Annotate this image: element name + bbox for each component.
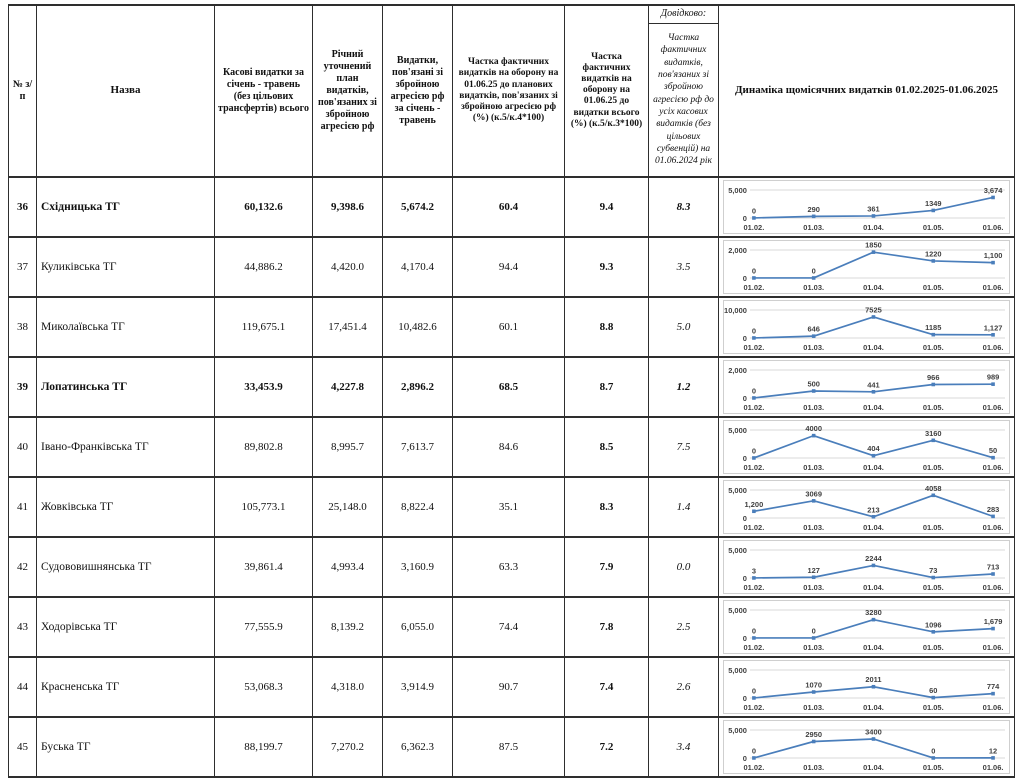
svg-text:01.06.: 01.06. <box>982 462 1004 472</box>
svg-text:01.06.: 01.06. <box>982 222 1004 232</box>
svg-text:01.06.: 01.06. <box>982 282 1004 292</box>
war-expenditures-value: 3,160.9 <box>383 537 453 597</box>
cash-expenditures-value: 33,453.9 <box>215 357 313 417</box>
svg-text:1070: 1070 <box>805 680 822 690</box>
row-number: 36 <box>9 177 37 237</box>
table-row <box>9 657 1015 717</box>
svg-text:01.05.: 01.05. <box>922 762 944 772</box>
col-header-name: Назва <box>37 5 215 177</box>
war-expenditures-value: 7,613.7 <box>383 417 453 477</box>
svg-text:2,000: 2,000 <box>728 365 747 375</box>
svg-text:01.06.: 01.06. <box>982 582 1004 592</box>
sparkline-chart <box>723 240 1010 294</box>
svg-text:01.02.: 01.02. <box>743 462 765 472</box>
svg-text:01.05.: 01.05. <box>922 522 944 532</box>
svg-text:01.04.: 01.04. <box>863 282 884 292</box>
community-name: Миколаївська ТГ <box>37 297 215 357</box>
community-name: Судововишнянська ТГ <box>37 537 215 597</box>
svg-text:441: 441 <box>867 380 880 390</box>
svg-text:3160: 3160 <box>924 428 942 438</box>
svg-text:1850: 1850 <box>865 240 882 250</box>
svg-text:01.03.: 01.03. <box>803 522 825 532</box>
community-name: Буська ТГ <box>37 717 215 777</box>
svg-text:01.02.: 01.02. <box>743 342 765 352</box>
sparkline-svg <box>724 421 1009 473</box>
table-header-row <box>9 5 1015 177</box>
svg-text:01.04.: 01.04. <box>863 642 884 652</box>
col-header-share-of-plan: Частка фактичних видатків на оборону на 01.06.25 до планових видатків, пов'язаних зі збройною агресією рф (%) (к.5/к.4*100) <box>453 5 565 177</box>
svg-text:0: 0 <box>742 393 747 403</box>
annual-plan-value: 4,227.8 <box>313 357 383 417</box>
reference-description: Частка фактичних видатків, пов'язаних зі збройною агресією рф до усіх касових видатків (без цільових субвенцій) на 01.06.2024 рік <box>653 33 714 167</box>
col-header-cash-expenditures: Касові видатки за січень - травень (без цільових трансфертів) всього <box>215 5 313 177</box>
table-row <box>9 357 1015 417</box>
community-name: Красненська ТГ <box>37 657 215 717</box>
war-expenditures-value: 6,362.3 <box>383 717 453 777</box>
table-row <box>9 417 1015 477</box>
svg-text:989: 989 <box>986 372 1000 382</box>
svg-text:01.06.: 01.06. <box>982 762 1004 772</box>
cash-expenditures-value: 44,886.2 <box>215 237 313 297</box>
svg-text:361: 361 <box>867 204 880 214</box>
reference-share-value: 3.4 <box>649 717 719 777</box>
svg-text:01.02.: 01.02. <box>743 642 765 652</box>
monthly-dynamics-cell <box>719 297 1015 357</box>
svg-text:5,000: 5,000 <box>728 425 747 435</box>
reference-share-value: 2.6 <box>649 657 719 717</box>
table-row <box>9 477 1015 537</box>
svg-text:73: 73 <box>929 565 938 575</box>
svg-text:01.06.: 01.06. <box>982 642 1004 652</box>
community-name: Куликівська ТГ <box>37 237 215 297</box>
share-of-total-value: 8.7 <box>565 357 649 417</box>
annual-plan-value: 4,318.0 <box>313 657 383 717</box>
svg-text:01.03.: 01.03. <box>803 702 825 712</box>
svg-text:5,000: 5,000 <box>728 665 747 675</box>
sparkline-svg <box>724 181 1009 233</box>
sparkline-chart <box>723 300 1010 354</box>
sparkline-svg <box>724 721 1009 773</box>
table-row <box>9 237 1015 297</box>
svg-text:01.04.: 01.04. <box>863 462 884 472</box>
cash-expenditures-value: 119,675.1 <box>215 297 313 357</box>
svg-text:01.05.: 01.05. <box>922 342 944 352</box>
table-row <box>9 177 1015 237</box>
svg-text:0: 0 <box>811 266 816 276</box>
row-number: 45 <box>9 717 37 777</box>
share-of-plan-value: 87.5 <box>453 717 565 777</box>
svg-text:01.02.: 01.02. <box>743 282 765 292</box>
monthly-dynamics-cell <box>719 177 1015 237</box>
svg-text:5,000: 5,000 <box>728 185 747 195</box>
svg-text:500: 500 <box>807 379 820 389</box>
share-of-plan-value: 94.4 <box>453 237 565 297</box>
svg-text:0: 0 <box>742 513 747 523</box>
table-row <box>9 537 1015 597</box>
svg-text:0: 0 <box>751 326 756 336</box>
table-row <box>9 717 1015 777</box>
svg-text:01.03.: 01.03. <box>803 762 825 772</box>
svg-text:5,000: 5,000 <box>728 725 747 735</box>
row-number: 43 <box>9 597 37 657</box>
svg-text:1,679: 1,679 <box>983 616 1003 626</box>
share-of-plan-value: 90.7 <box>453 657 565 717</box>
svg-text:01.04.: 01.04. <box>863 762 884 772</box>
share-of-total-value: 8.5 <box>565 417 649 477</box>
expenditures-table <box>8 4 1015 778</box>
svg-text:0: 0 <box>742 333 747 343</box>
svg-text:0: 0 <box>811 626 816 636</box>
war-expenditures-value: 3,914.9 <box>383 657 453 717</box>
svg-text:2950: 2950 <box>805 729 822 739</box>
community-name: Лопатинська ТГ <box>37 357 215 417</box>
svg-text:01.03.: 01.03. <box>803 342 825 352</box>
svg-text:2,000: 2,000 <box>728 245 747 255</box>
svg-text:0: 0 <box>742 693 747 703</box>
share-of-plan-value: 63.3 <box>453 537 565 597</box>
svg-text:1220: 1220 <box>924 249 942 259</box>
svg-text:2011: 2011 <box>865 675 882 685</box>
svg-text:01.06.: 01.06. <box>982 702 1004 712</box>
svg-text:283: 283 <box>986 504 1000 514</box>
svg-text:01.02.: 01.02. <box>743 222 765 232</box>
row-number: 39 <box>9 357 37 417</box>
reference-share-value: 3.5 <box>649 237 719 297</box>
svg-text:01.02.: 01.02. <box>743 582 765 592</box>
svg-text:4000: 4000 <box>805 423 822 433</box>
svg-text:0: 0 <box>742 573 747 583</box>
svg-text:0: 0 <box>931 746 936 756</box>
reference-share-value: 1.4 <box>649 477 719 537</box>
svg-text:3,674: 3,674 <box>983 185 1003 195</box>
share-of-total-value: 7.8 <box>565 597 649 657</box>
svg-text:3400: 3400 <box>865 727 882 737</box>
share-of-total-value: 8.8 <box>565 297 649 357</box>
sparkline-chart <box>723 480 1010 534</box>
svg-text:01.03.: 01.03. <box>803 462 825 472</box>
sparkline-chart <box>723 660 1010 714</box>
svg-text:0: 0 <box>751 446 756 456</box>
share-of-plan-value: 68.5 <box>453 357 565 417</box>
svg-text:01.02.: 01.02. <box>743 522 765 532</box>
svg-text:10,000: 10,000 <box>724 305 747 315</box>
share-of-total-value: 7.4 <box>565 657 649 717</box>
svg-text:01.03.: 01.03. <box>803 222 825 232</box>
svg-text:5,000: 5,000 <box>728 545 747 555</box>
svg-text:0: 0 <box>742 453 747 463</box>
svg-text:0: 0 <box>751 626 756 636</box>
svg-text:7525: 7525 <box>865 305 882 315</box>
svg-text:1185: 1185 <box>925 322 942 332</box>
col-header-share-of-total: Частка фактичних видатків на оборону на 01.06.25 до видатки всього (%) (к.5/к.3*100) <box>565 5 649 177</box>
annual-plan-value: 9,398.6 <box>313 177 383 237</box>
share-of-plan-value: 74.4 <box>453 597 565 657</box>
share-of-total-value: 7.2 <box>565 717 649 777</box>
cash-expenditures-value: 53,068.3 <box>215 657 313 717</box>
svg-text:01.02.: 01.02. <box>743 402 765 412</box>
svg-text:0: 0 <box>751 686 756 696</box>
svg-text:774: 774 <box>986 681 1000 691</box>
share-of-total-value: 9.4 <box>565 177 649 237</box>
cash-expenditures-value: 88,199.7 <box>215 717 313 777</box>
monthly-dynamics-cell <box>719 477 1015 537</box>
share-of-total-value: 8.3 <box>565 477 649 537</box>
svg-text:713: 713 <box>986 562 1000 572</box>
svg-text:0: 0 <box>751 746 756 756</box>
svg-text:01.05.: 01.05. <box>922 462 944 472</box>
war-expenditures-value: 8,822.4 <box>383 477 453 537</box>
cash-expenditures-value: 89,802.8 <box>215 417 313 477</box>
reference-title: Довідково: <box>649 6 718 24</box>
svg-text:12: 12 <box>988 746 998 756</box>
col-header-war-expenditures: Видатки, пов'язані зі збройною агресією рф за січень - травень <box>383 5 453 177</box>
annual-plan-value: 8,139.2 <box>313 597 383 657</box>
war-expenditures-value: 5,674.2 <box>383 177 453 237</box>
annual-plan-value: 8,995.7 <box>313 417 383 477</box>
war-expenditures-value: 4,170.4 <box>383 237 453 297</box>
annual-plan-value: 17,451.4 <box>313 297 383 357</box>
sparkline-chart <box>723 180 1010 234</box>
reference-share-value: 0.0 <box>649 537 719 597</box>
sparkline-chart <box>723 420 1010 474</box>
community-name: Івано-Франківська ТГ <box>37 417 215 477</box>
svg-text:404: 404 <box>867 444 880 454</box>
community-name: Ходорівська ТГ <box>37 597 215 657</box>
monthly-dynamics-cell <box>719 597 1015 657</box>
svg-text:213: 213 <box>867 505 880 515</box>
svg-text:01.04.: 01.04. <box>863 342 884 352</box>
reference-share-value: 7.5 <box>649 417 719 477</box>
sparkline-svg <box>724 481 1009 533</box>
war-expenditures-value: 6,055.0 <box>383 597 453 657</box>
svg-text:290: 290 <box>807 204 820 214</box>
reference-share-value: 8.3 <box>649 177 719 237</box>
svg-text:01.04.: 01.04. <box>863 522 884 532</box>
svg-text:1,100: 1,100 <box>983 250 1003 260</box>
svg-text:5,000: 5,000 <box>728 605 747 615</box>
svg-text:01.02.: 01.02. <box>743 762 765 772</box>
row-number: 42 <box>9 537 37 597</box>
sparkline-svg <box>724 301 1009 353</box>
svg-text:0: 0 <box>751 206 756 216</box>
svg-text:01.02.: 01.02. <box>743 702 765 712</box>
sparkline-svg <box>724 601 1009 653</box>
svg-text:1096: 1096 <box>924 620 942 630</box>
war-expenditures-value: 2,896.2 <box>383 357 453 417</box>
svg-text:01.06.: 01.06. <box>982 342 1004 352</box>
community-name: Східницька ТГ <box>37 177 215 237</box>
svg-text:1,127: 1,127 <box>983 323 1003 333</box>
svg-text:01.05.: 01.05. <box>922 222 944 232</box>
svg-text:0: 0 <box>751 266 756 276</box>
svg-text:0: 0 <box>742 213 747 223</box>
monthly-dynamics-cell <box>719 237 1015 297</box>
sparkline-chart <box>723 360 1010 414</box>
svg-text:0: 0 <box>742 273 747 283</box>
svg-text:01.05.: 01.05. <box>922 642 944 652</box>
svg-text:1,200: 1,200 <box>744 499 764 509</box>
svg-text:01.03.: 01.03. <box>803 642 825 652</box>
col-header-annual-plan: Річний уточнений план видатків, пов'язаних зі збройною агресією рф <box>313 5 383 177</box>
sparkline-svg <box>724 661 1009 713</box>
svg-text:3: 3 <box>751 566 756 576</box>
monthly-dynamics-cell <box>719 357 1015 417</box>
svg-text:4058: 4058 <box>924 483 942 493</box>
share-of-plan-value: 60.1 <box>453 297 565 357</box>
sparkline-chart <box>723 600 1010 654</box>
svg-text:01.04.: 01.04. <box>863 702 884 712</box>
share-of-plan-value: 35.1 <box>453 477 565 537</box>
share-of-plan-value: 60.4 <box>453 177 565 237</box>
svg-text:1349: 1349 <box>924 198 942 208</box>
col-header-reference <box>649 5 719 177</box>
svg-text:646: 646 <box>807 324 820 334</box>
reference-share-value: 1.2 <box>649 357 719 417</box>
community-name: Жовківська ТГ <box>37 477 215 537</box>
svg-text:01.05.: 01.05. <box>922 282 944 292</box>
row-number: 44 <box>9 657 37 717</box>
monthly-dynamics-cell <box>719 537 1015 597</box>
sparkline-chart <box>723 540 1010 594</box>
share-of-total-value: 7.9 <box>565 537 649 597</box>
svg-text:60: 60 <box>929 685 938 695</box>
svg-text:01.03.: 01.03. <box>803 582 825 592</box>
annual-plan-value: 4,993.4 <box>313 537 383 597</box>
row-number: 40 <box>9 417 37 477</box>
svg-text:3280: 3280 <box>865 607 882 617</box>
monthly-dynamics-cell <box>719 657 1015 717</box>
svg-text:01.04.: 01.04. <box>863 582 884 592</box>
svg-text:01.05.: 01.05. <box>922 702 944 712</box>
sparkline-svg <box>724 361 1009 413</box>
table-row <box>9 597 1015 657</box>
svg-text:01.05.: 01.05. <box>922 582 944 592</box>
svg-text:127: 127 <box>807 565 820 575</box>
reference-share-value: 2.5 <box>649 597 719 657</box>
svg-text:0: 0 <box>742 633 747 643</box>
share-of-plan-value: 84.6 <box>453 417 565 477</box>
svg-text:5,000: 5,000 <box>728 485 747 495</box>
table-row <box>9 297 1015 357</box>
svg-text:01.03.: 01.03. <box>803 282 825 292</box>
monthly-dynamics-cell <box>719 717 1015 777</box>
row-number: 38 <box>9 297 37 357</box>
cash-expenditures-value: 105,773.1 <box>215 477 313 537</box>
cash-expenditures-value: 60,132.6 <box>215 177 313 237</box>
row-number: 37 <box>9 237 37 297</box>
war-expenditures-value: 10,482.6 <box>383 297 453 357</box>
annual-plan-value: 7,270.2 <box>313 717 383 777</box>
svg-text:01.04.: 01.04. <box>863 402 884 412</box>
sparkline-svg <box>724 541 1009 593</box>
sparkline-svg <box>724 241 1009 293</box>
annual-plan-value: 25,148.0 <box>313 477 383 537</box>
row-number: 41 <box>9 477 37 537</box>
share-of-total-value: 9.3 <box>565 237 649 297</box>
svg-text:01.04.: 01.04. <box>863 222 884 232</box>
annual-plan-value: 4,420.0 <box>313 237 383 297</box>
svg-text:01.06.: 01.06. <box>982 402 1004 412</box>
monthly-dynamics-cell <box>719 417 1015 477</box>
svg-text:01.06.: 01.06. <box>982 522 1004 532</box>
svg-text:3069: 3069 <box>805 489 822 499</box>
svg-text:0: 0 <box>751 386 756 396</box>
cash-expenditures-value: 39,861.4 <box>215 537 313 597</box>
svg-text:01.03.: 01.03. <box>803 402 825 412</box>
svg-text:50: 50 <box>988 445 998 455</box>
reference-share-value: 5.0 <box>649 297 719 357</box>
col-header-number: № з/п <box>9 5 37 177</box>
col-header-monthly-dynamics: Динаміка щомісячних видатків 01.02.2025-01.06.2025 <box>719 5 1015 177</box>
svg-text:01.05.: 01.05. <box>922 402 944 412</box>
cash-expenditures-value: 77,555.9 <box>215 597 313 657</box>
svg-text:0: 0 <box>742 753 747 763</box>
svg-text:966: 966 <box>927 372 940 382</box>
sparkline-chart <box>723 720 1010 774</box>
svg-text:2244: 2244 <box>865 553 882 563</box>
